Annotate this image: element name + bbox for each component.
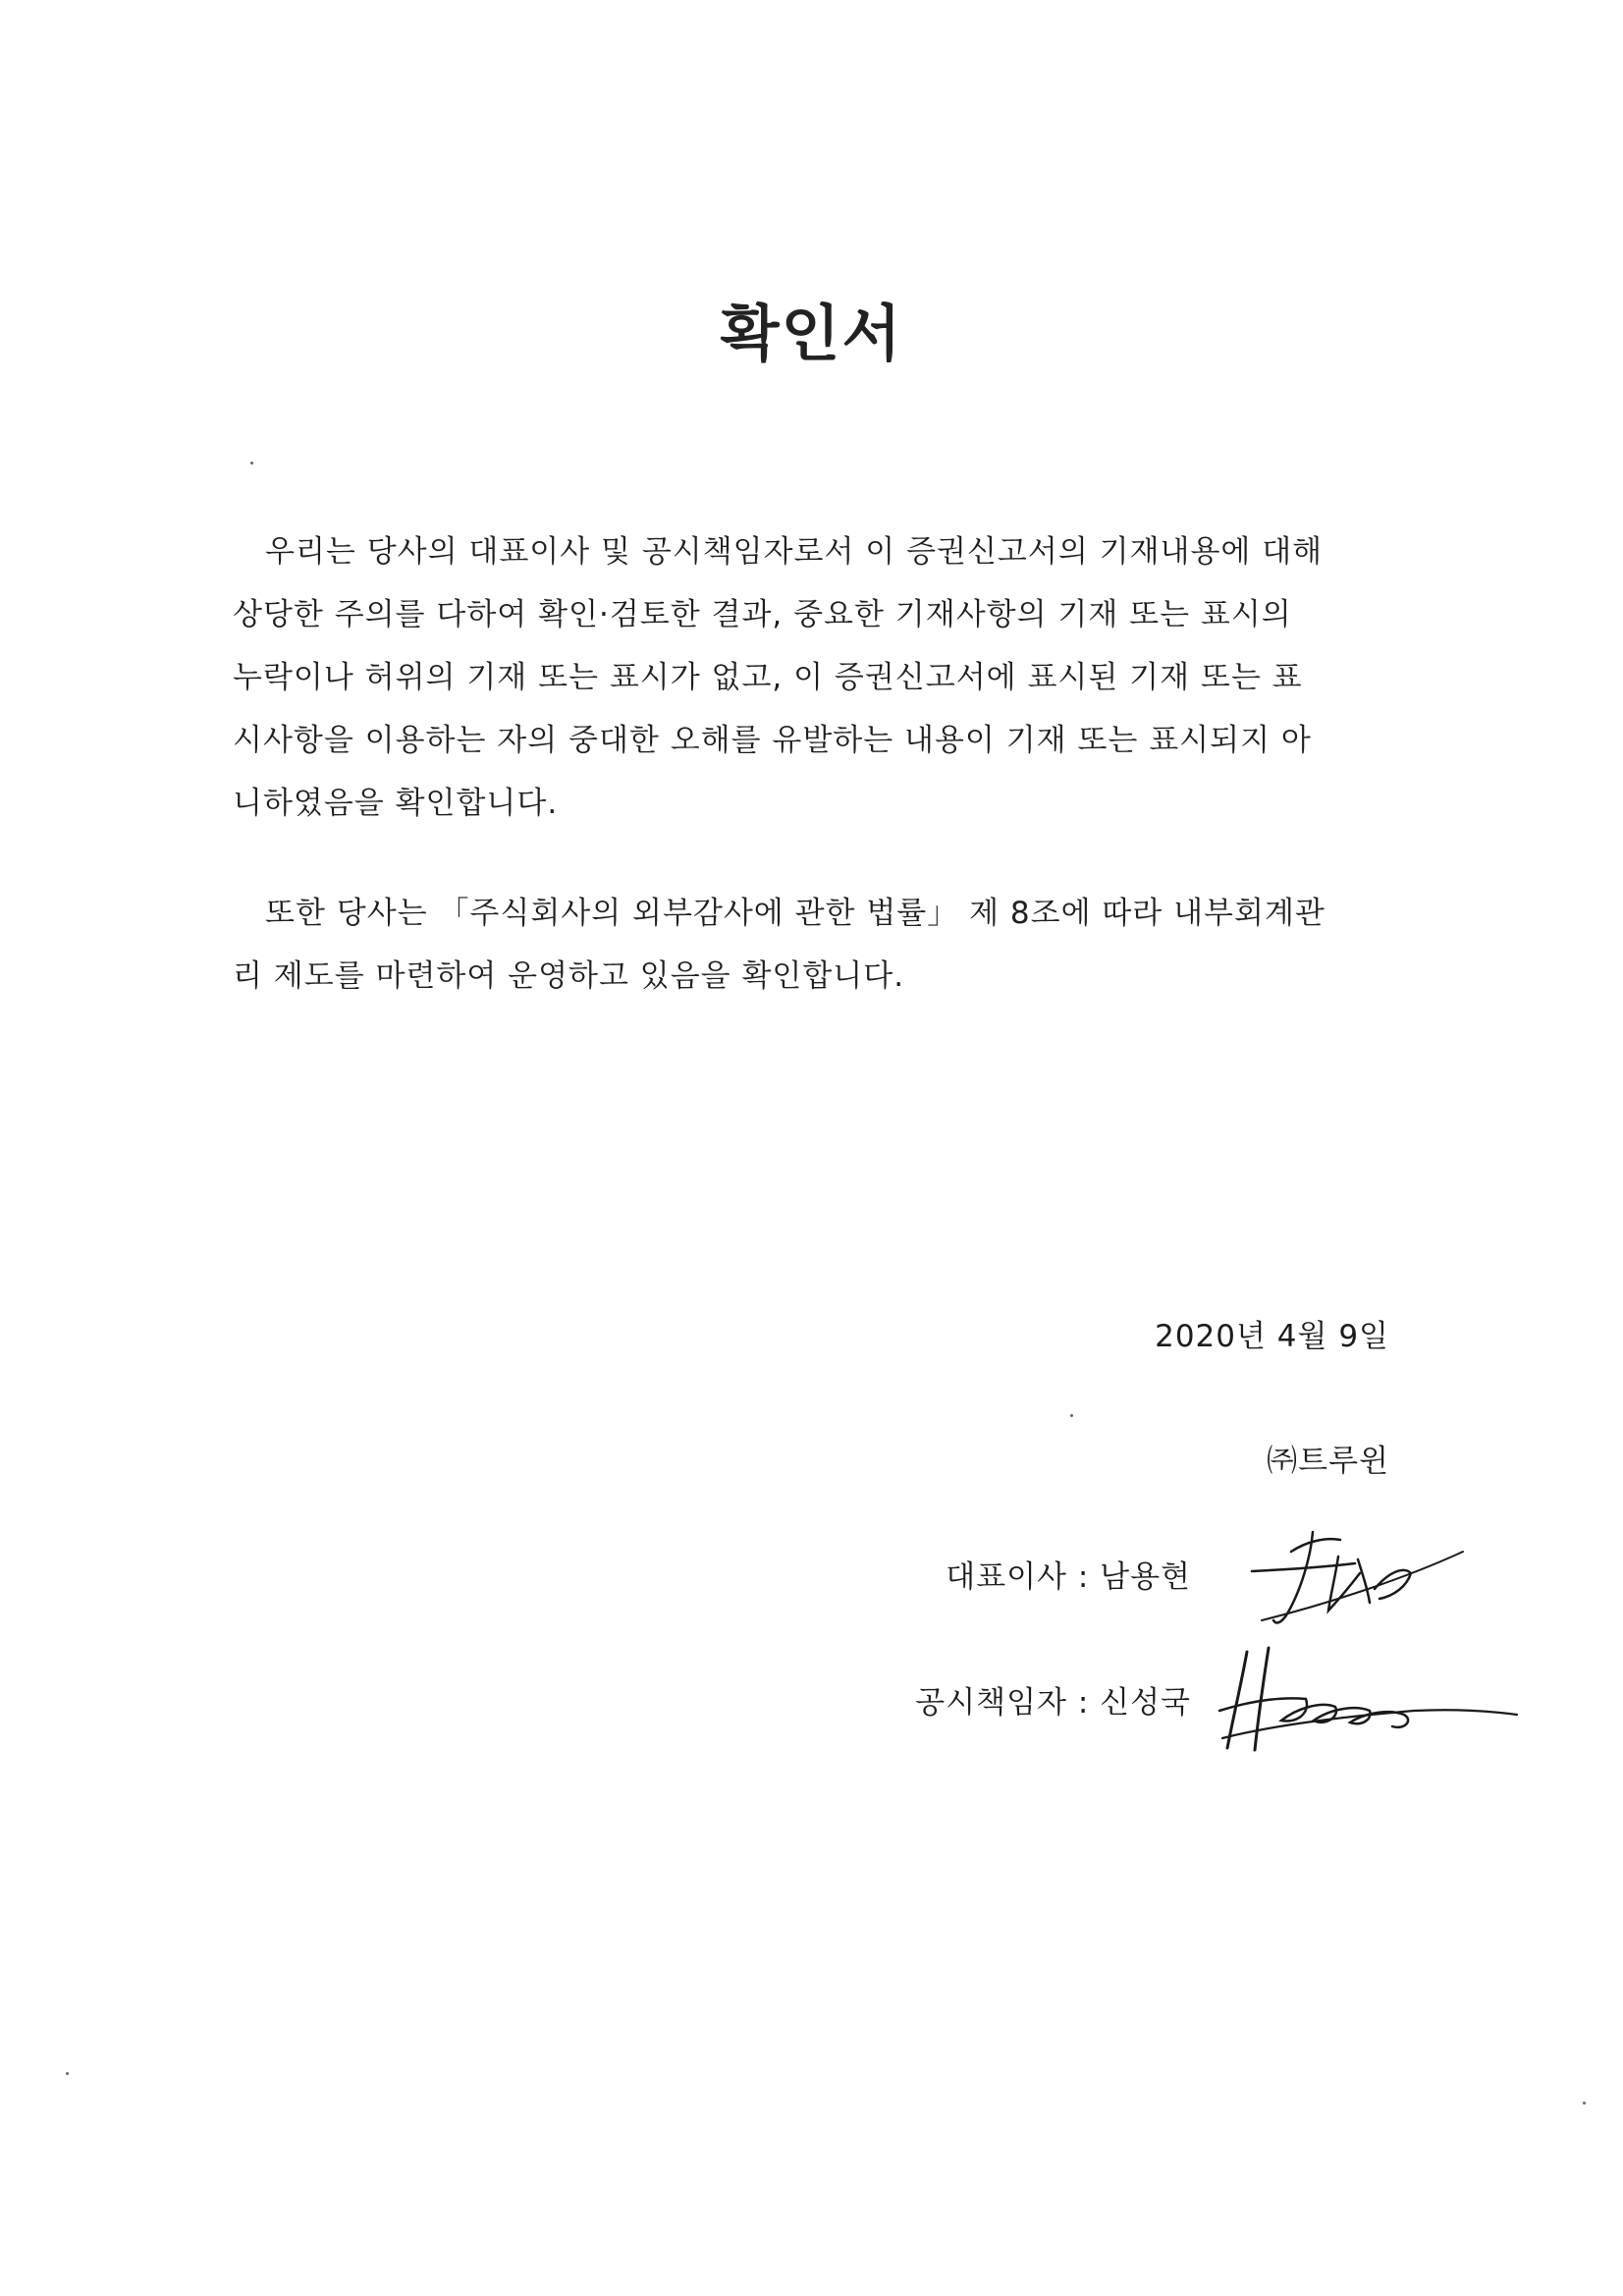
ceo-signature-line: 대표이사 : 남용현: [946, 1559, 1191, 1595]
scan-speck: [66, 2072, 69, 2075]
disclosure-officer-signature-line: 공시책임자 : 신성국: [915, 1685, 1191, 1721]
paragraph-line: 리 제도를 마련하여 운영하고 있음을 확인합니다.: [233, 958, 905, 994]
company-name: ㈜트루윈: [1267, 1444, 1389, 1479]
document-title: 확인서: [720, 298, 903, 369]
officer-handwritten-signature: [1217, 1640, 1522, 1758]
paragraph-line: 누락이나 허위의 기재 또는 표시가 없고, 이 증권신고서에 표시된 기재 또는 표: [233, 660, 1303, 695]
scan-speck: [1070, 1414, 1073, 1417]
paragraph-line: 우리는 당사의 대표이사 및 공시책임자로서 이 증권신고서의 기재내용에 대해: [265, 534, 1324, 570]
confirmation-paragraph: [233, 520, 1407, 835]
internal-control-paragraph: [233, 882, 1407, 1008]
document-date: 2020년 4월 9일: [1155, 1319, 1389, 1354]
paragraph-line: 또한 당사는 「주식회사의 외부감사에 관한 법률」 제 8조에 따라 내부회계관: [265, 896, 1325, 931]
paragraph-line: 니하였음을 확인합니다.: [233, 786, 559, 821]
ceo-handwritten-signature: [1232, 1512, 1468, 1640]
scan-speck: [1583, 2102, 1586, 2105]
paragraph-line: 상당한 주의를 다하여 확인·검토한 결과, 중요한 기재사항의 기재 또는 표시의: [233, 597, 1292, 632]
paragraph-line: 시사항을 이용하는 자의 중대한 오해를 유발하는 내용이 기재 또는 표시되지 아: [233, 723, 1312, 758]
scan-speck: [250, 462, 253, 465]
